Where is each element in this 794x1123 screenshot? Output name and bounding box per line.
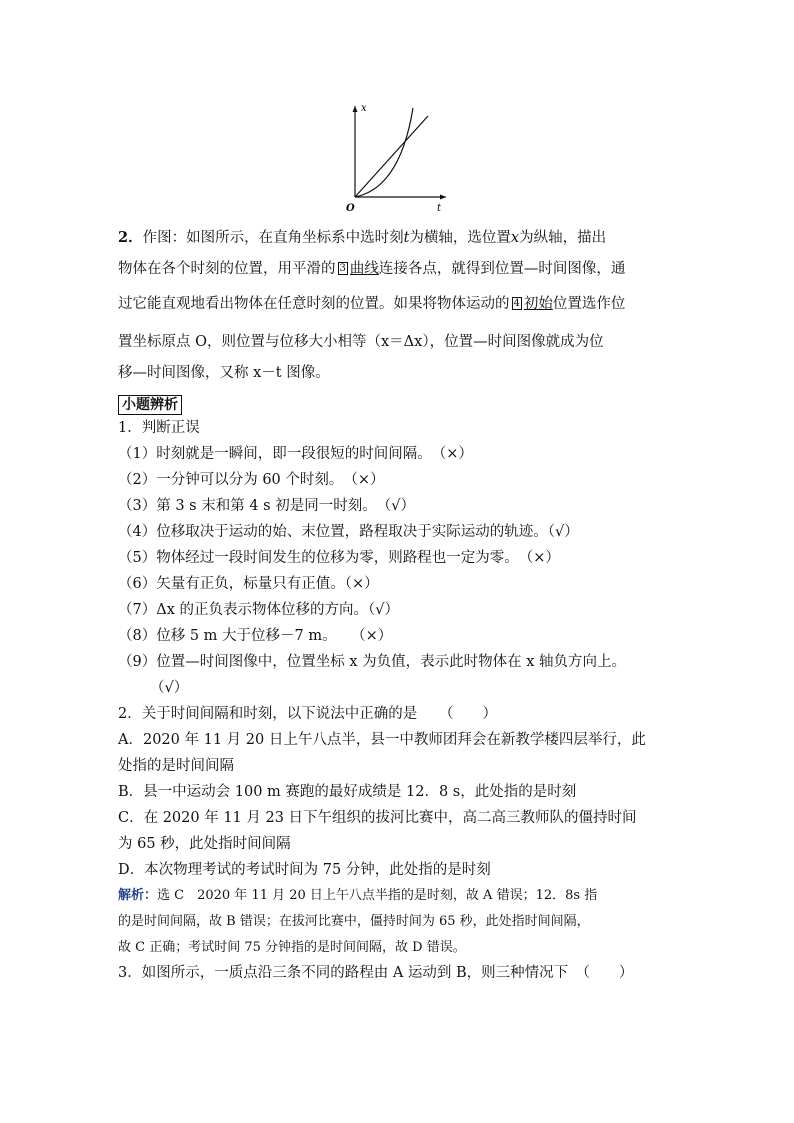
q2-option-a-cont: 处指的是时间间隔 (118, 758, 234, 774)
q2-analysis-3: 故 C 正确；考试时间 75 分钟指的是时间间隔，故 D 错误。 (118, 940, 466, 955)
text: 作图：如图所示，在直角坐标系中选时刻 (142, 230, 404, 246)
text: x (510, 230, 520, 246)
curve-line (355, 108, 413, 197)
answer-blank: 初始 (523, 296, 553, 312)
sec2-line-5: 移—时间图像，又称 x－t 图像。 (118, 365, 330, 381)
answer-blank: 曲线 (349, 261, 379, 277)
q2-stem: 2．关于时间间隔和时刻，以下说法中正确的是 （ ） (118, 706, 497, 722)
sec2-line-1 (118, 228, 606, 248)
analysis-label: 解析： (118, 888, 158, 903)
q1-item: （9）位置—时间图像中，位置坐标 x 为负值，表示此时物体在 x 轴负方向上。 (118, 654, 627, 670)
q2-analysis-2: 的是时间间隔，故 B 错误；在拔河比赛中，僵持时间为 65 秒，此处指时间间隔， (118, 914, 590, 929)
blank-number-box: 3 (339, 263, 346, 274)
section-tag: 小题辨析 (118, 395, 182, 415)
sec2-line-4: 置坐标原点 O，则位置与位移大小相等（x＝Δx），位置—时间图像就成为位 (118, 334, 604, 350)
q1-item: （5）物体经过一段时间发生的位移为零，则路程也一定为零。 （×） (118, 550, 560, 566)
text: 过它能直观地看出物体在任意时刻的位置。如果将物体运动的 (118, 296, 510, 312)
text: 为横轴，选位置 (409, 230, 511, 246)
sec2-number: 2． (118, 229, 143, 246)
q1-item: （1）时刻就是一瞬间，即一段很短的时间间隔。 （×） (118, 446, 473, 462)
text: 物体在各个时刻的位置，用平滑的 (118, 261, 336, 277)
y-axis-arrow (353, 106, 358, 112)
q2-option-c-cont: 为 65 秒，此处指时间间隔 (118, 836, 291, 852)
blank-number-box: 4 (513, 298, 520, 309)
q2-option-b: B．县一中运动会 100 m 赛跑的最好成绩是 12．8 s，此处指的是时刻 (118, 784, 577, 800)
sec2-line-2 (118, 259, 625, 279)
q1-item: （7）Δx 的正负表示物体位移的方向。（√） (118, 602, 399, 618)
text: 选 C 2020 年 11 月 20 日上午八点半指的是时刻，故 A 错误；12．8s 指 (157, 888, 598, 903)
q1-item: （6）矢量有正负，标量只有正值。（×） (118, 576, 379, 592)
origin-label: O (346, 203, 355, 214)
q1-item: （4）位移取决于运动的始、末位置，路程取决于实际运动的轨迹。（√） (118, 524, 579, 540)
q2-option-a: A．2020 年 11 月 20 日上午八点半，县一中教师团拜会在新教学楼四层举行，此 (118, 732, 646, 748)
q2-option-d: D．本次物理考试的考试时间为 75 分钟，此处指的是时刻 (118, 862, 491, 878)
sec2-line-3 (118, 294, 625, 314)
text: 位置选作位 (552, 296, 626, 312)
x-axis-arrow (440, 195, 446, 200)
q2-analysis-1 (118, 886, 597, 906)
q3-stem: 3．如图所示，一质点沿三条不同的路程由 A 运动到 B，则三种情况下 （ ） (118, 965, 634, 981)
q1-title: 1．判断正误 (118, 420, 200, 436)
text: 为纵轴，描出 (519, 230, 607, 246)
q1-item: （2）一分钟可以分为 60 个时刻。 （×） (118, 472, 385, 488)
q1-item: （8）位移 5 m 大于位移－7 m。 （×） (118, 628, 393, 644)
text: 连接各点，就得到位置—时间图像，通 (378, 261, 626, 277)
q1-item: （3）第 3 s 末和第 4 s 初是同一时刻。 （√） (118, 498, 415, 514)
text: t (403, 230, 410, 246)
q2-option-c: C．在 2020 年 11 月 23 日下午组织的拔河比赛中，高二高三教师队的僵持时间 (118, 810, 637, 826)
q1-item: （√） (150, 680, 189, 696)
xt-graph (340, 100, 450, 215)
x-axis-label: t (437, 203, 442, 214)
straight-line (355, 116, 428, 197)
y-axis-label: x (361, 103, 367, 114)
